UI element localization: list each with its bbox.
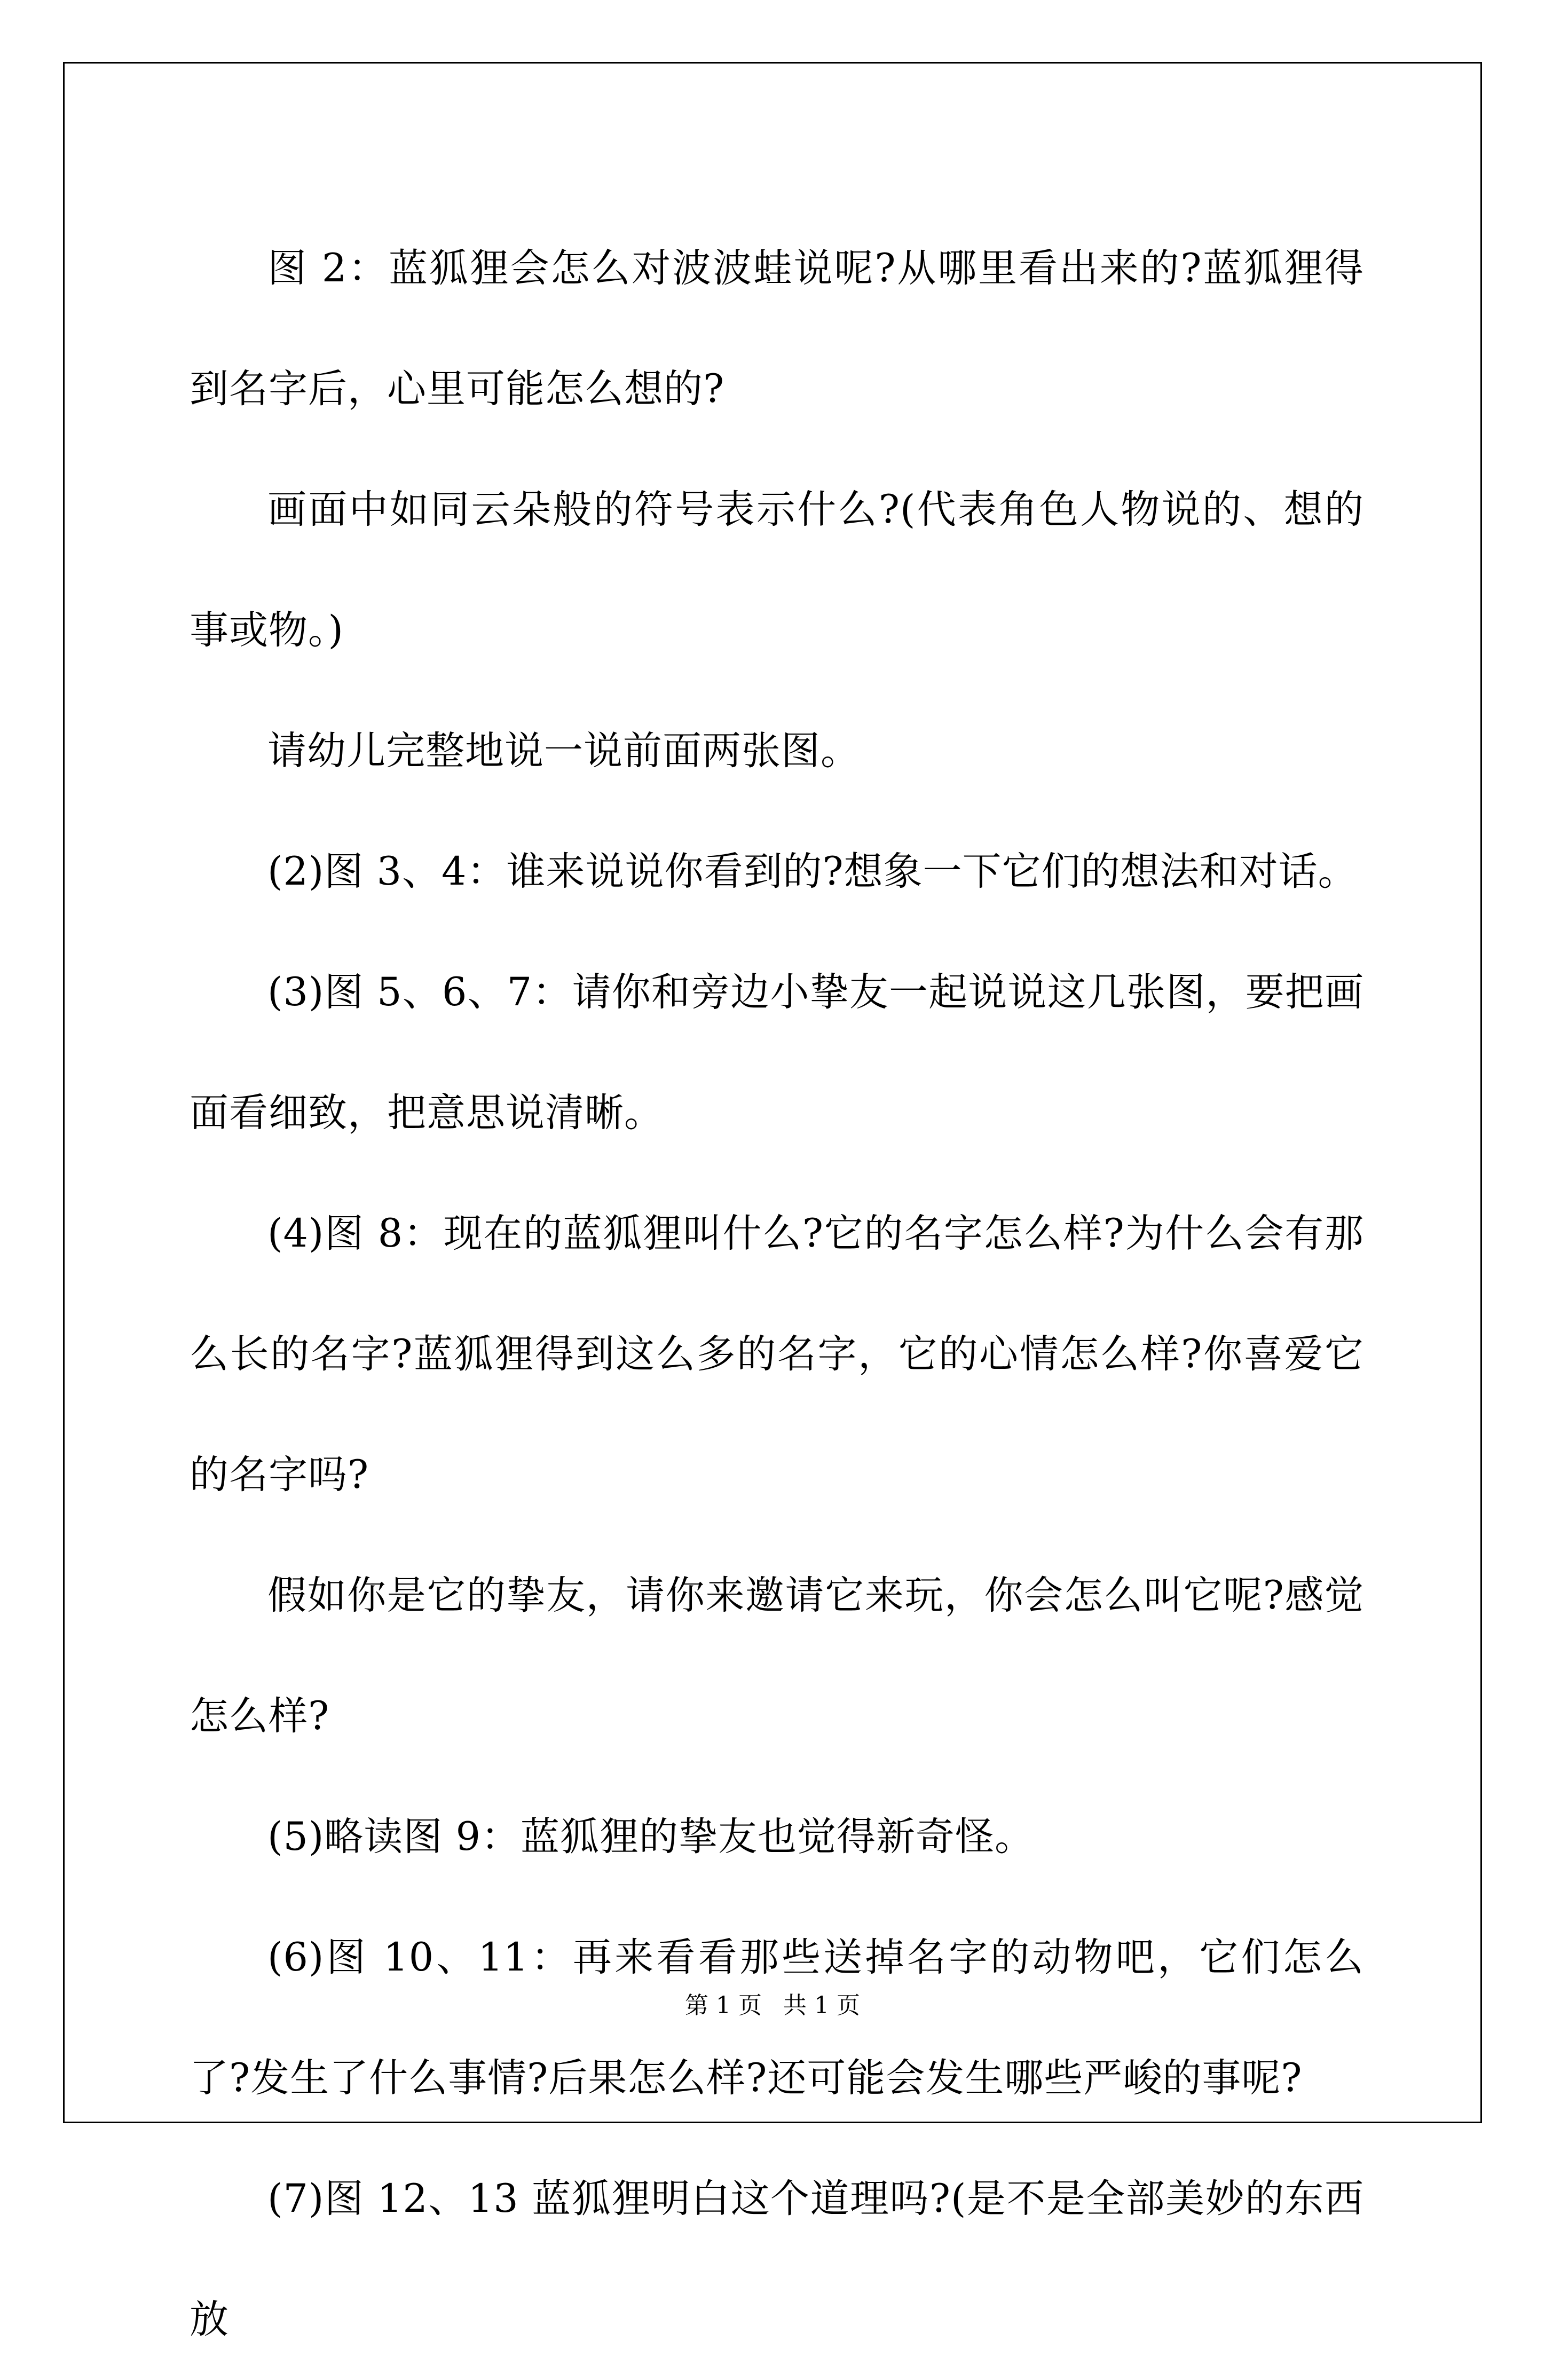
paragraph: 假如你是它的挚友，请你来邀请它来玩，你会怎么叫它呢?感觉怎么样? xyxy=(190,1573,1364,1739)
paragraph: (4)图 8：现在的蓝狐狸叫什么?它的名字怎么样?为什么会有那么长的名字?蓝狐狸得到这么多的名字，它的心情怎么样?你喜爱它的名字吗? xyxy=(190,1211,1364,1498)
paragraph: 画面中如同云朵般的符号表示什么?(代表角色人物说的、想的事或物。) xyxy=(190,487,1364,653)
paragraph: 图 2：蓝狐狸会怎么对波波蛙说呢?从哪里看出来的?蓝狐狸得到名字后，心里可能怎么想的? xyxy=(190,246,1364,412)
paragraph: (6)图 10、11：再来看看那些送掉名字的动物吧，它们怎么了?发生了什么事情?后果怎么样?还可能会发生哪些严峻的事呢? xyxy=(190,1935,1364,2101)
document-body xyxy=(190,208,1364,2380)
page-number: 第 1 页 xyxy=(685,1992,762,2019)
paragraph: (5)略读图 9：蓝狐狸的挚友也觉得新奇怪。 xyxy=(267,1814,1035,1859)
paragraph: (3)图 5、6、7：请你和旁边小挚友一起说说这几张图，要把画面看细致，把意思说清晰。 xyxy=(190,970,1364,1136)
paragraph: (7)图 12、13 蓝狐狸明白这个道理吗?(是不是全部美妙的东西放 xyxy=(190,2176,1364,2342)
paragraph: 请幼儿完整地说一说前面两张图。 xyxy=(267,728,860,774)
page-footer xyxy=(0,1986,1545,2020)
paragraph: (2)图 3、4：谁来说说你看到的?想象一下它们的想法和对话。 xyxy=(267,849,1358,894)
page-total: 共 1 页 xyxy=(783,1992,860,2019)
